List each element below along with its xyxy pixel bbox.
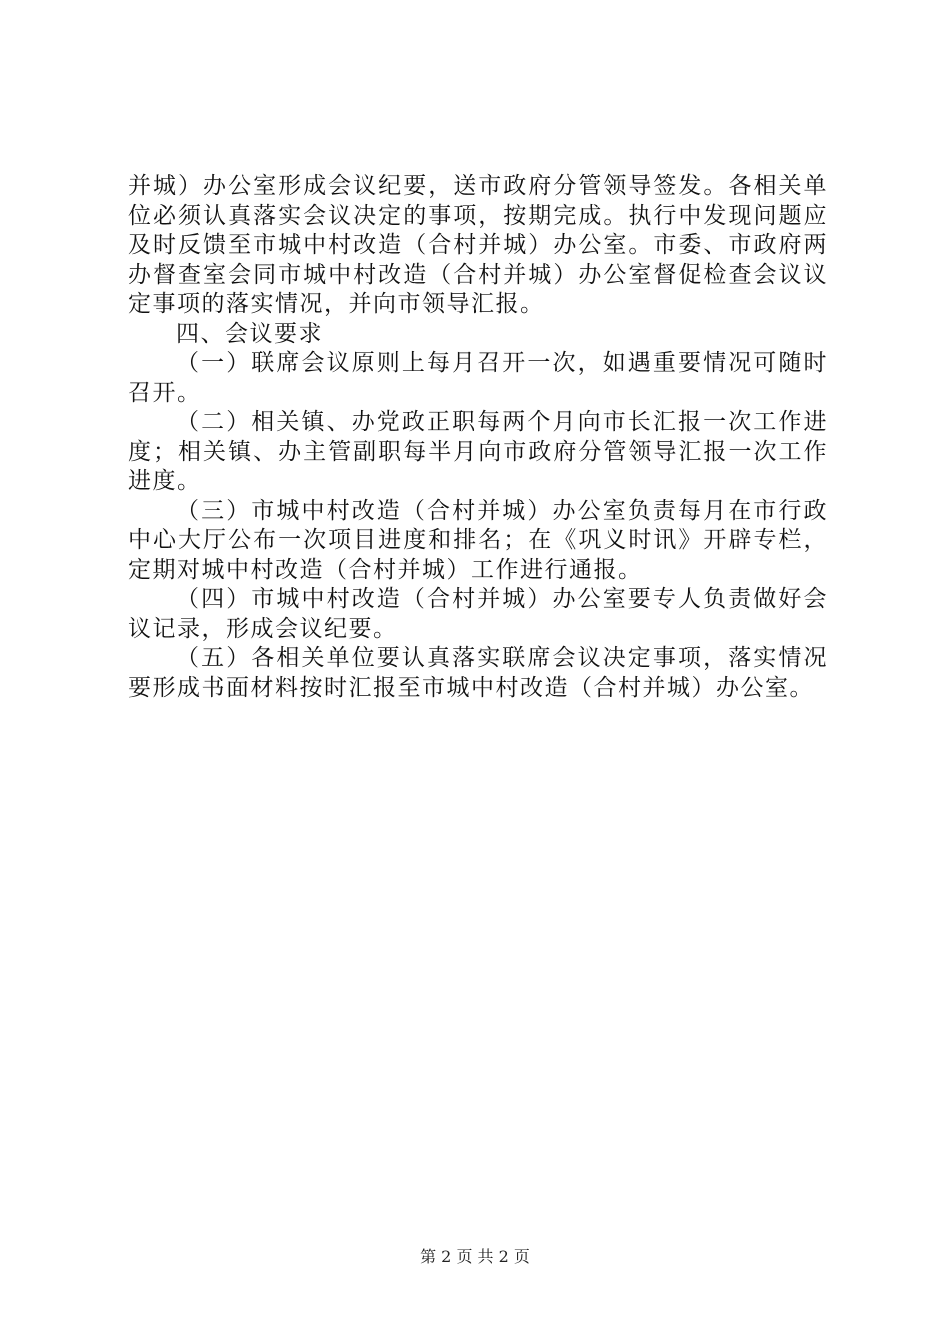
page-number-footer: 第 2 页 共 2 页: [420, 1247, 530, 1266]
paragraph-continuation: 并城）办公室形成会议纪要，送市政府分管领导签发。各相关单位必须认真落实会议决定的事项，按期完成。执行中发现问题应及时反馈至市城中村改造（合村并城）办公室。市委、市政府两办督查室会同市城中村改造（合村并城）办公室督促检查会议议定事项的落实情况，并向市领导汇报。: [128, 173, 828, 317]
paragraph-item-5: （五）各相关单位要认真落实联席会议决定事项，落实情况要形成书面材料按时汇报至市城中村改造（合村并城）办公室。: [128, 645, 828, 701]
paragraph-item-3: （三）市城中村改造（合村并城）办公室负责每月在市行政中心大厅公布一次项目进度和排名；在《巩义时讯》开辟专栏，定期对城中村改造（合村并城）工作进行通报。: [128, 497, 828, 583]
document-body: [128, 172, 828, 703]
section-heading: 四、会议要求: [176, 320, 323, 347]
paragraph-item-1: （一）联席会议原则上每月召开一次，如遇重要情况可随时召开。: [128, 350, 828, 406]
paragraph-item-4: （四）市城中村改造（合村并城）办公室要专人负责做好会议记录，形成会议纪要。: [128, 586, 828, 642]
paragraph-item-2: （二）相关镇、办党政正职每两个月向市长汇报一次工作进度；相关镇、办主管副职每半月向市政府分管领导汇报一次工作进度。: [128, 409, 828, 494]
